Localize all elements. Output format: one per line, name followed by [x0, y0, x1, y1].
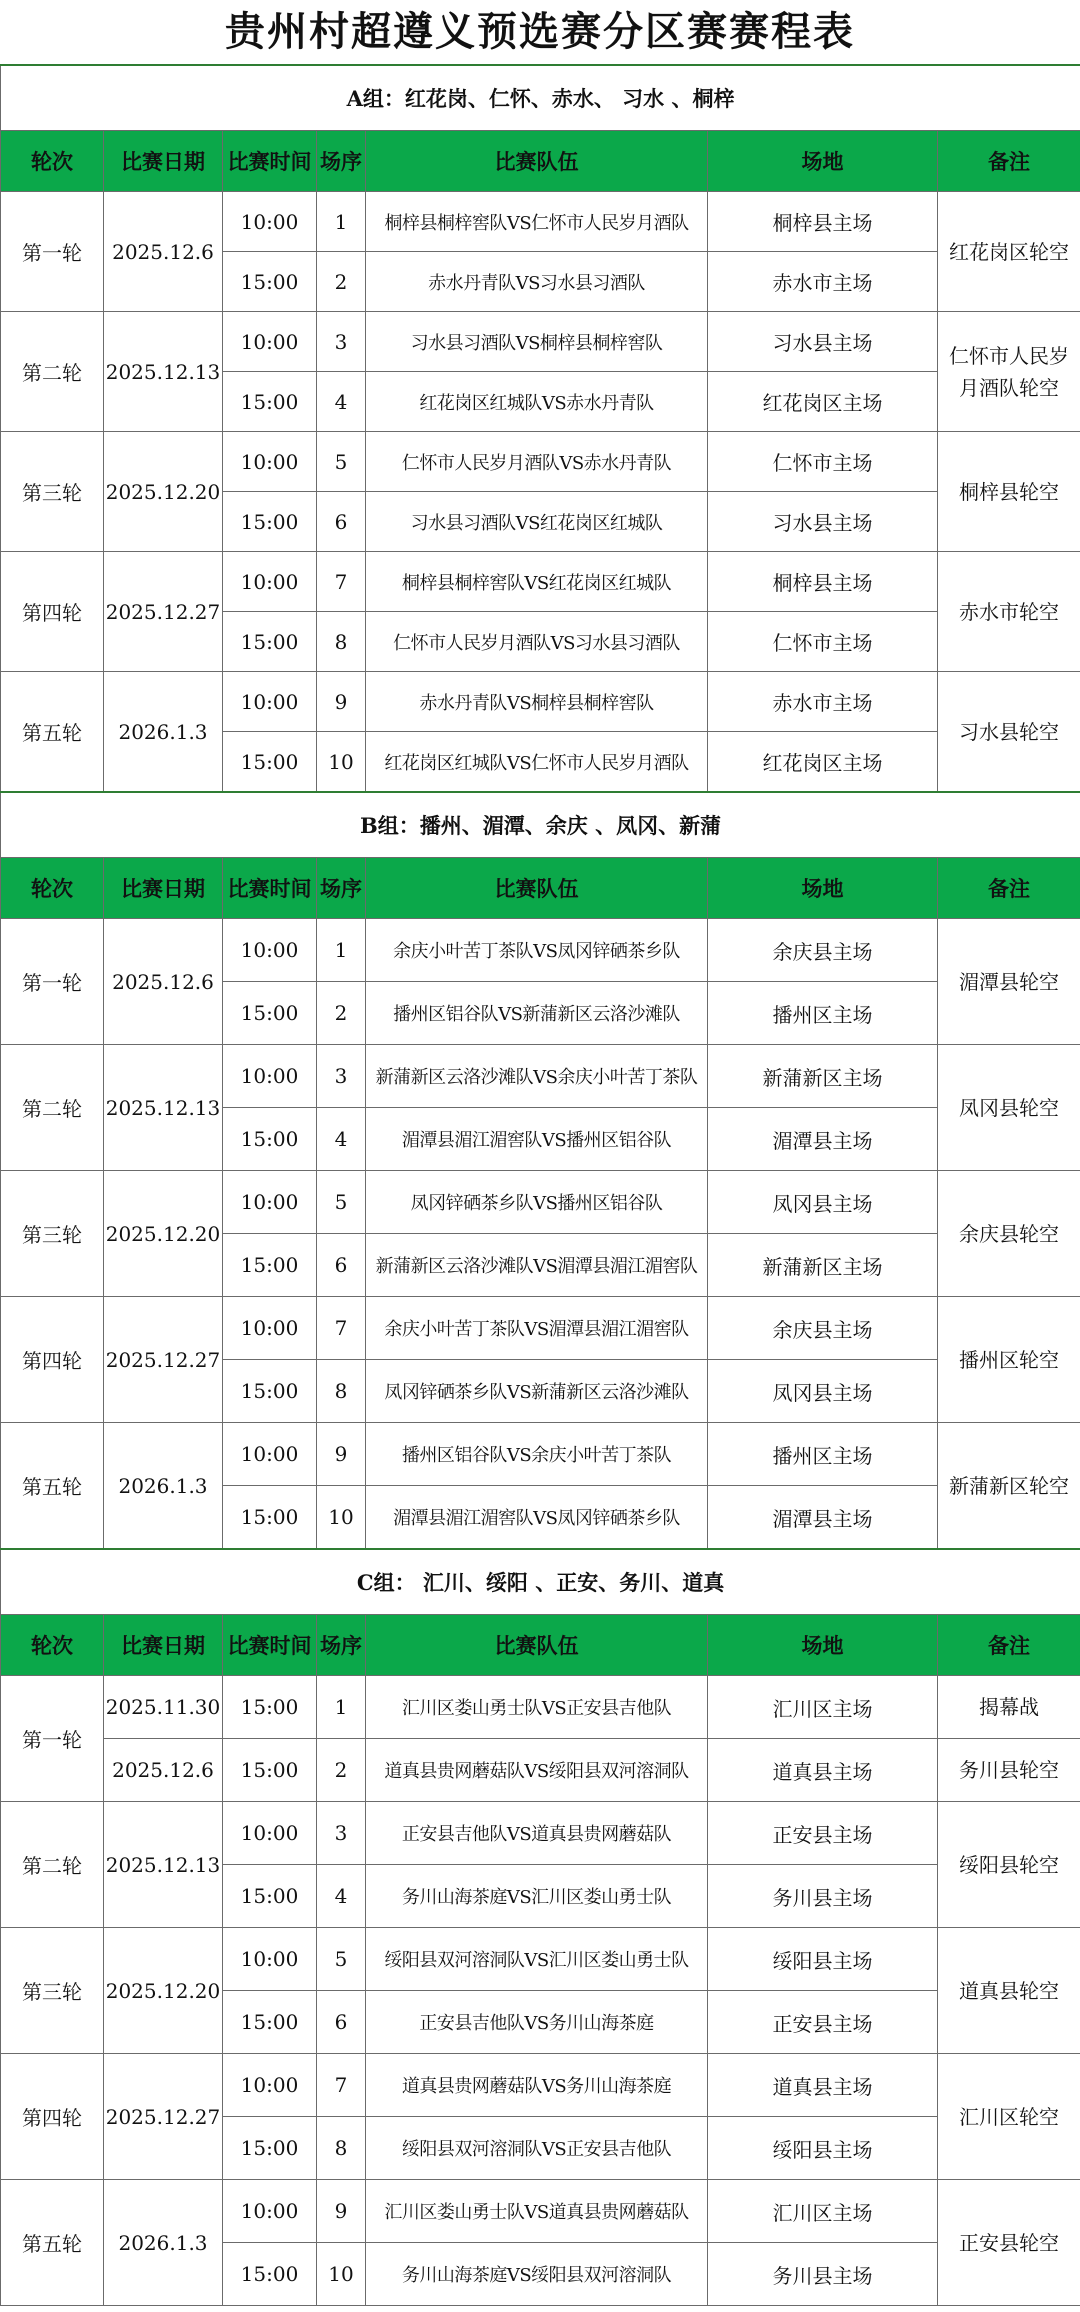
teams-cell: 播州区铝谷队VS余庆小叶苦丁茶队 [366, 1423, 708, 1486]
order-cell: 5 [317, 432, 366, 492]
header-venue: 场地 [708, 858, 938, 919]
venue-cell: 务川县主场 [708, 2243, 938, 2306]
time-cell: 15:00 [223, 1865, 317, 1928]
venue-cell: 余庆县主场 [708, 1297, 938, 1360]
teams-cell: 湄潭县湄江湄窖队VS播州区铝谷队 [366, 1108, 708, 1171]
date-cell: 2025.12.13 [104, 1802, 223, 1928]
header-venue: 场地 [708, 131, 938, 192]
table-row [1, 432, 1080, 492]
note-cell: 新蒲新区轮空 [938, 1423, 1080, 1550]
header-note: 备注 [938, 1615, 1080, 1676]
teams-cell: 赤水丹青队VS桐梓县桐梓窖队 [366, 672, 708, 732]
note-cell: 赤水市轮空 [938, 552, 1080, 672]
round-cell: 第一轮 [1, 192, 104, 312]
header-round: 轮次 [1, 131, 104, 192]
teams-cell: 余庆小叶苦丁茶队VS凤冈锌硒茶乡队 [366, 919, 708, 982]
note-cell: 道真县轮空 [938, 1928, 1080, 2054]
note-cell: 仁怀市人民岁月酒队轮空 [938, 312, 1080, 432]
note-cell: 习水县轮空 [938, 672, 1080, 793]
date-cell: 2025.12.13 [104, 312, 223, 432]
order-cell: 4 [317, 1108, 366, 1171]
venue-cell: 正安县主场 [708, 1802, 938, 1865]
date-cell: 2025.12.27 [104, 2054, 223, 2180]
teams-cell: 正安县吉他队VS道真县贵网蘑菇队 [366, 1802, 708, 1865]
round-cell: 第五轮 [1, 1423, 104, 1550]
teams-cell: 播州区铝谷队VS新蒲新区云洛沙滩队 [366, 982, 708, 1045]
header-round: 轮次 [1, 858, 104, 919]
order-cell: 6 [317, 492, 366, 552]
venue-cell: 余庆县主场 [708, 919, 938, 982]
teams-cell: 务川山海茶庭VS汇川区娄山勇士队 [366, 1865, 708, 1928]
teams-cell: 正安县吉他队VS务川山海茶庭 [366, 1991, 708, 2054]
time-cell: 10:00 [223, 1802, 317, 1865]
column-header-row [1, 858, 1080, 919]
schedule-table [0, 64, 1080, 2306]
date-cell: 2025.12.20 [104, 1928, 223, 2054]
table-row [1, 919, 1080, 982]
time-cell: 15:00 [223, 2117, 317, 2180]
column-header-row [1, 131, 1080, 192]
order-cell: 6 [317, 1234, 366, 1297]
table-row [1, 1928, 1080, 1991]
venue-cell: 凤冈县主场 [708, 1171, 938, 1234]
column-header-row [1, 1615, 1080, 1676]
header-date: 比赛日期 [104, 858, 223, 919]
table-row [1, 1045, 1080, 1108]
time-cell: 15:00 [223, 1676, 317, 1739]
teams-cell: 凤冈锌硒茶乡队VS新蒲新区云洛沙滩队 [366, 1360, 708, 1423]
time-cell: 15:00 [223, 1234, 317, 1297]
date-cell: 2025.12.6 [104, 1739, 223, 1802]
table-row [1, 552, 1080, 612]
teams-cell: 凤冈锌硒茶乡队VS播州区铝谷队 [366, 1171, 708, 1234]
time-cell: 10:00 [223, 672, 317, 732]
round-cell: 第四轮 [1, 552, 104, 672]
round-cell: 第五轮 [1, 672, 104, 793]
order-cell: 7 [317, 1297, 366, 1360]
venue-cell: 绥阳县主场 [708, 2117, 938, 2180]
header-time: 比赛时间 [223, 858, 317, 919]
header-round: 轮次 [1, 1615, 104, 1676]
round-cell: 第一轮 [1, 1676, 104, 1802]
round-cell: 第三轮 [1, 1928, 104, 2054]
time-cell: 10:00 [223, 1297, 317, 1360]
teams-cell: 习水县习酒队VS桐梓县桐梓窖队 [366, 312, 708, 372]
venue-cell: 仁怀市主场 [708, 612, 938, 672]
note-cell: 余庆县轮空 [938, 1171, 1080, 1297]
teams-cell: 习水县习酒队VS红花岗区红城队 [366, 492, 708, 552]
order-cell: 1 [317, 192, 366, 252]
teams-cell: 绥阳县双河溶洞队VS汇川区娄山勇士队 [366, 1928, 708, 1991]
header-note: 备注 [938, 858, 1080, 919]
round-cell: 第一轮 [1, 919, 104, 1045]
order-cell: 2 [317, 252, 366, 312]
order-cell: 9 [317, 1423, 366, 1486]
order-cell: 10 [317, 732, 366, 793]
teams-cell: 新蒲新区云洛沙滩队VS余庆小叶苦丁茶队 [366, 1045, 708, 1108]
note-cell: 揭幕战 [938, 1676, 1080, 1739]
time-cell: 10:00 [223, 2180, 317, 2243]
time-cell: 15:00 [223, 1108, 317, 1171]
table-row [1, 1423, 1080, 1486]
note-cell: 汇川区轮空 [938, 2054, 1080, 2180]
header-venue: 场地 [708, 1615, 938, 1676]
venue-cell: 湄潭县主场 [708, 1486, 938, 1550]
teams-cell: 道真县贵网蘑菇队VS务川山海茶庭 [366, 2054, 708, 2117]
date-cell: 2025.12.6 [104, 919, 223, 1045]
order-cell: 4 [317, 1865, 366, 1928]
table-row [1, 2054, 1080, 2117]
time-cell: 10:00 [223, 1928, 317, 1991]
round-cell: 第四轮 [1, 1297, 104, 1423]
time-cell: 15:00 [223, 252, 317, 312]
order-cell: 1 [317, 919, 366, 982]
venue-cell: 务川县主场 [708, 1865, 938, 1928]
venue-cell: 习水县主场 [708, 312, 938, 372]
venue-cell: 新蒲新区主场 [708, 1045, 938, 1108]
note-cell: 务川县轮空 [938, 1739, 1080, 1802]
round-cell: 第三轮 [1, 432, 104, 552]
venue-cell: 道真县主场 [708, 2054, 938, 2117]
time-cell: 15:00 [223, 372, 317, 432]
header-order: 场序 [317, 131, 366, 192]
header-time: 比赛时间 [223, 131, 317, 192]
header-teams: 比赛队伍 [366, 131, 708, 192]
header-date: 比赛日期 [104, 131, 223, 192]
time-cell: 10:00 [223, 192, 317, 252]
group-header-c [1, 1549, 1080, 1615]
date-cell: 2026.1.3 [104, 672, 223, 793]
venue-cell: 习水县主场 [708, 492, 938, 552]
order-cell: 8 [317, 612, 366, 672]
note-cell: 凤冈县轮空 [938, 1045, 1080, 1171]
round-cell: 第二轮 [1, 1045, 104, 1171]
note-cell: 绥阳县轮空 [938, 1802, 1080, 1928]
note-cell: 桐梓县轮空 [938, 432, 1080, 552]
round-cell: 第五轮 [1, 2180, 104, 2306]
note-cell: 播州区轮空 [938, 1297, 1080, 1423]
table-row [1, 1802, 1080, 1865]
round-cell: 第二轮 [1, 1802, 104, 1928]
time-cell: 10:00 [223, 919, 317, 982]
header-teams: 比赛队伍 [366, 858, 708, 919]
group-header-a [1, 65, 1080, 131]
order-cell: 9 [317, 2180, 366, 2243]
venue-cell: 红花岗区主场 [708, 732, 938, 793]
date-cell: 2026.1.3 [104, 2180, 223, 2306]
order-cell: 3 [317, 312, 366, 372]
page-title: 贵州村超遵义预选赛分区赛赛程表 [225, 8, 855, 55]
round-cell: 第二轮 [1, 312, 104, 432]
venue-cell: 桐梓县主场 [708, 552, 938, 612]
venue-cell: 赤水市主场 [708, 252, 938, 312]
header-order: 场序 [317, 1615, 366, 1676]
venue-cell: 赤水市主场 [708, 672, 938, 732]
round-cell: 第四轮 [1, 2054, 104, 2180]
order-cell: 2 [317, 982, 366, 1045]
time-cell: 15:00 [223, 732, 317, 793]
table-row [1, 1297, 1080, 1360]
teams-cell: 仁怀市人民岁月酒队VS赤水丹青队 [366, 432, 708, 492]
group-title: B组：播州、湄潭、余庆 、凤冈、新蒲 [1, 792, 1080, 858]
time-cell: 10:00 [223, 432, 317, 492]
order-cell: 5 [317, 1171, 366, 1234]
order-cell: 5 [317, 1928, 366, 1991]
note-cell: 正安县轮空 [938, 2180, 1080, 2306]
header-note: 备注 [938, 131, 1080, 192]
table-row [1, 1739, 1080, 1802]
time-cell: 10:00 [223, 2054, 317, 2117]
teams-cell: 新蒲新区云洛沙滩队VS湄潭县湄江湄窖队 [366, 1234, 708, 1297]
order-cell: 4 [317, 372, 366, 432]
time-cell: 10:00 [223, 312, 317, 372]
note-cell: 湄潭县轮空 [938, 919, 1080, 1045]
date-cell: 2025.11.30 [104, 1676, 223, 1739]
order-cell: 10 [317, 2243, 366, 2306]
teams-cell: 汇川区娄山勇士队VS正安县吉他队 [366, 1676, 708, 1739]
teams-cell: 赤水丹青队VS习水县习酒队 [366, 252, 708, 312]
group-title: C组： 汇川、绥阳 、正安、务川、道真 [1, 1549, 1080, 1615]
venue-cell: 仁怀市主场 [708, 432, 938, 492]
venue-cell: 新蒲新区主场 [708, 1234, 938, 1297]
table-row [1, 312, 1080, 372]
venue-cell: 正安县主场 [708, 1991, 938, 2054]
time-cell: 10:00 [223, 1045, 317, 1108]
time-cell: 15:00 [223, 1991, 317, 2054]
venue-cell: 汇川区主场 [708, 1676, 938, 1739]
teams-cell: 桐梓县桐梓窖队VS红花岗区红城队 [366, 552, 708, 612]
date-cell: 2025.12.6 [104, 192, 223, 312]
date-cell: 2025.12.20 [104, 1171, 223, 1297]
teams-cell: 湄潭县湄江湄窖队VS凤冈锌硒茶乡队 [366, 1486, 708, 1550]
header-time: 比赛时间 [223, 1615, 317, 1676]
date-cell: 2025.12.27 [104, 552, 223, 672]
order-cell: 7 [317, 552, 366, 612]
teams-cell: 道真县贵网蘑菇队VS绥阳县双河溶洞队 [366, 1739, 708, 1802]
order-cell: 7 [317, 2054, 366, 2117]
table-row [1, 192, 1080, 252]
table-row [1, 1171, 1080, 1234]
table-row [1, 672, 1080, 732]
group-title: A组：红花岗、仁怀、赤水、 习水 、桐梓 [1, 65, 1080, 131]
order-cell: 3 [317, 1802, 366, 1865]
venue-cell: 桐梓县主场 [708, 192, 938, 252]
time-cell: 15:00 [223, 612, 317, 672]
time-cell: 10:00 [223, 552, 317, 612]
venue-cell: 道真县主场 [708, 1739, 938, 1802]
venue-cell: 红花岗区主场 [708, 372, 938, 432]
venue-cell: 播州区主场 [708, 982, 938, 1045]
table-row [1, 1676, 1080, 1739]
order-cell: 3 [317, 1045, 366, 1108]
header-date: 比赛日期 [104, 1615, 223, 1676]
order-cell: 10 [317, 1486, 366, 1550]
time-cell: 15:00 [223, 2243, 317, 2306]
time-cell: 10:00 [223, 1423, 317, 1486]
order-cell: 2 [317, 1739, 366, 1802]
venue-cell: 湄潭县主场 [708, 1108, 938, 1171]
order-cell: 1 [317, 1676, 366, 1739]
teams-cell: 仁怀市人民岁月酒队VS习水县习酒队 [366, 612, 708, 672]
date-cell: 2026.1.3 [104, 1423, 223, 1550]
teams-cell: 余庆小叶苦丁茶队VS湄潭县湄江湄窖队 [366, 1297, 708, 1360]
group-header-b [1, 792, 1080, 858]
time-cell: 15:00 [223, 982, 317, 1045]
date-cell: 2025.12.13 [104, 1045, 223, 1171]
time-cell: 15:00 [223, 1486, 317, 1550]
venue-cell: 汇川区主场 [708, 2180, 938, 2243]
time-cell: 15:00 [223, 1739, 317, 1802]
teams-cell: 汇川区娄山勇士队VS道真县贵网蘑菇队 [366, 2180, 708, 2243]
time-cell: 10:00 [223, 1171, 317, 1234]
venue-cell: 凤冈县主场 [708, 1360, 938, 1423]
header-order: 场序 [317, 858, 366, 919]
teams-cell: 务川山海茶庭VS绥阳县双河溶洞队 [366, 2243, 708, 2306]
teams-cell: 绥阳县双河溶洞队VS正安县吉他队 [366, 2117, 708, 2180]
table-row [1, 2180, 1080, 2243]
order-cell: 6 [317, 1991, 366, 2054]
note-cell: 红花岗区轮空 [938, 192, 1080, 312]
venue-cell: 绥阳县主场 [708, 1928, 938, 1991]
order-cell: 8 [317, 1360, 366, 1423]
teams-cell: 红花岗区红城队VS仁怀市人民岁月酒队 [366, 732, 708, 793]
teams-cell: 桐梓县桐梓窖队VS仁怀市人民岁月酒队 [366, 192, 708, 252]
order-cell: 8 [317, 2117, 366, 2180]
teams-cell: 红花岗区红城队VS赤水丹青队 [366, 372, 708, 432]
round-cell: 第三轮 [1, 1171, 104, 1297]
order-cell: 9 [317, 672, 366, 732]
time-cell: 15:00 [223, 492, 317, 552]
venue-cell: 播州区主场 [708, 1423, 938, 1486]
date-cell: 2025.12.27 [104, 1297, 223, 1423]
time-cell: 15:00 [223, 1360, 317, 1423]
date-cell: 2025.12.20 [104, 432, 223, 552]
header-teams: 比赛队伍 [366, 1615, 708, 1676]
